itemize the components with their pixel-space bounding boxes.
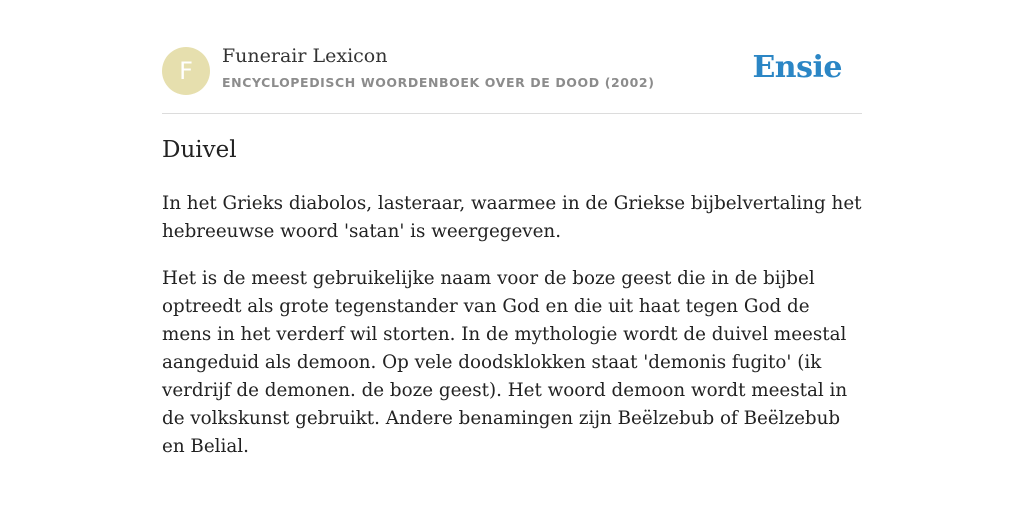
header bbox=[162, 0, 862, 114]
entry-paragraph-1: In het Grieks diabolos, lasteraar, waarmee in de Griekse bijbelvertaling het hebreeuwse woord 'satan' is weergegeven. bbox=[162, 193, 862, 242]
content-column bbox=[162, 0, 862, 457]
book-title[interactable]: Funerair Lexicon bbox=[222, 45, 388, 67]
entry-paragraph-2: Het is de meest gebruikelijke naam voor de boze geest die in de bijbel optreedt als grote tegenstander van God en die uit haat tegen God de mens in het verderf wil storten. In de mythologie wordt de duivel meestal aangeduid als demoon. Op vele doodsklokken staat 'demonis fugito' (ik verdrijf de demonen. de boze geest). Het woord demoon wordt meestal in de volkskunst gebruikt. Andere benamingen zijn Beëlzebub of Beëlzebub en Belial. bbox=[162, 268, 848, 457]
book-avatar[interactable]: F bbox=[162, 47, 210, 95]
entry-title: Duivel bbox=[162, 137, 237, 163]
ensie-logo[interactable]: Ensie bbox=[752, 50, 842, 85]
book-subtitle: ENCYCLOPEDISCH WOORDENBOEK OVER DE DOOD (2002) bbox=[222, 75, 655, 90]
